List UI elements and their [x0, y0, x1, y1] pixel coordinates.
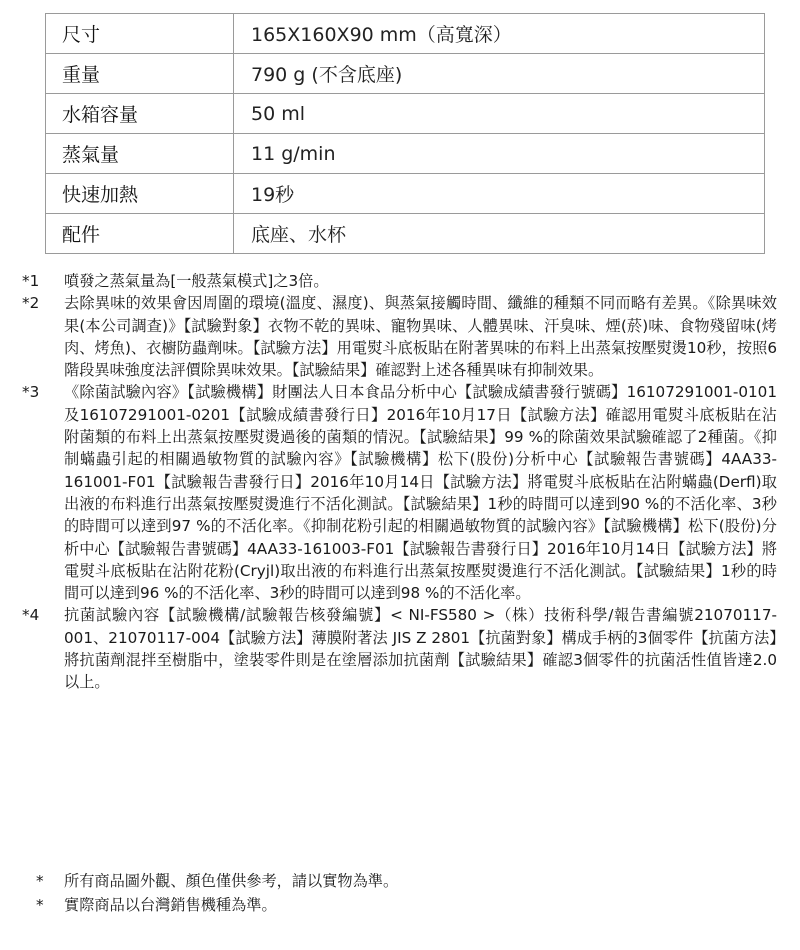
disclaimer-text: 實際商品以台灣銷售機種為準。 — [64, 896, 277, 914]
spec-table — [45, 13, 765, 254]
footnote-text: 去除異味的效果會因周圍的環境(溫度、濕度)、與蒸氣接觸時間、纖維的種類不同而略有差異。《除異味效果(本公司調查)》【試驗對象】衣物不乾的異味、寵物異味、人體異味、汗臭味、煙(菸)味、食物殘留味(烤肉、烤魚)、衣櫥防蟲劑味。【試驗方法】用電熨斗底板貼在附著異味的布料上出蒸氣按壓熨燙10秒，按照6階段異味強度法評價除異味效果。【試驗結果】確認對上述各種異味有抑制效果。 — [64, 294, 777, 380]
footnote-text: 《除菌試驗內容》【試驗機構】財團法人日本食品分析中心【試驗成績書發行號碼】16107291001-0101及16107291001-0201【試驗成績書發行日】2016年10月17日【試驗方法】確認用電熨斗底板貼在沾附菌類的布料上出蒸氣按壓熨燙過後的菌類的情況。【試驗結果】99 %的除菌效果試驗確認了2種菌。《抑制蟎蟲引起的相關過敏物質的試驗內容》【試驗機構】松下(股份)分析中心【試驗報告書號碼】4AA33-161001-F01【試驗報告書發行日】2016年10月14日【試驗方法】將電熨斗底板貼在沾附蟎蟲(Derfl)取出液的布料進行出蒸氣按壓熨燙進行不活化測試。【試驗結果】1秒的時間可以達到90 %的不活化率、3秒的時間可以達到97 %的不活化率。《抑制花粉引起的相關過敏物質的試驗內容》【試驗機構】松下(股份)分析中心【試驗報告書號碼】4AA33-161003-F01【試驗報告書發行日】2016年10月14日【試驗方法】將電熨斗底板貼在沾附花粉(Cryjl)取出液的布料進行出蒸氣按壓熨燙進行不活化測試。【試驗結果】1秒的時間可以達到96 %的不活化率、3秒的時間可以達到98 %的不活化率。 — [64, 383, 777, 603]
spec-label: 蒸氣量 — [46, 134, 234, 174]
spec-label: 水箱容量 — [46, 94, 234, 134]
disclaimers — [22, 869, 762, 917]
spec-label: 配件 — [46, 214, 234, 254]
footnote-marker: *4 — [22, 606, 40, 625]
spec-row-accessories — [46, 214, 765, 254]
disclaimer-marker: * — [36, 872, 44, 890]
spec-value: 165X160X90 mm（高寬深） — [234, 14, 765, 54]
spec-label: 重量 — [46, 54, 234, 94]
spec-row-quick-heat — [46, 174, 765, 214]
footnote-text: 噴發之蒸氣量為[一般蒸氣模式]之3倍。 — [64, 272, 329, 290]
footnote-1 — [22, 270, 777, 292]
disclaimer-marker: * — [36, 896, 44, 914]
footnote-marker: *1 — [22, 272, 40, 290]
spec-value: 50 ml — [234, 94, 765, 134]
footnote-marker: *2 — [22, 294, 40, 313]
spec-label: 尺寸 — [46, 14, 234, 54]
spec-value: 底座、水杯 — [234, 214, 765, 254]
spec-row-size — [46, 14, 765, 54]
spec-row-steam-rate — [46, 134, 765, 174]
footnotes — [22, 270, 777, 694]
spec-value: 790 g (不含底座) — [234, 54, 765, 94]
spec-label: 快速加熱 — [46, 174, 234, 214]
footnote-text: 抗菌試驗內容【試驗機構/試驗報告核發編號】< NI-FS580 >（株）技術科學/報告書編號21070117-001、21070117-004【試驗方法】薄膜附著法 JIS Z 2801【抗菌對象】構成手柄的3個零件【抗菌方法】將抗菌劑混拌至樹脂中，塗裝零件則是在塗層添加抗菌劑【試驗結果】確認3個零件的抗菌活性值皆達2.0以上。 — [64, 606, 777, 692]
disclaimer-item — [22, 893, 762, 917]
footnote-3 — [22, 381, 777, 604]
spec-row-weight — [46, 54, 765, 94]
spec-value: 11 g/min — [234, 134, 765, 174]
footnote-2 — [22, 292, 777, 381]
footnote-marker: *3 — [22, 383, 40, 402]
footnote-4 — [22, 604, 777, 693]
spec-row-tank-capacity — [46, 94, 765, 134]
disclaimer-item — [22, 869, 762, 893]
disclaimer-text: 所有商品圖外觀、顏色僅供參考，請以實物為準。 — [64, 872, 399, 890]
spec-value: 19秒 — [234, 174, 765, 214]
